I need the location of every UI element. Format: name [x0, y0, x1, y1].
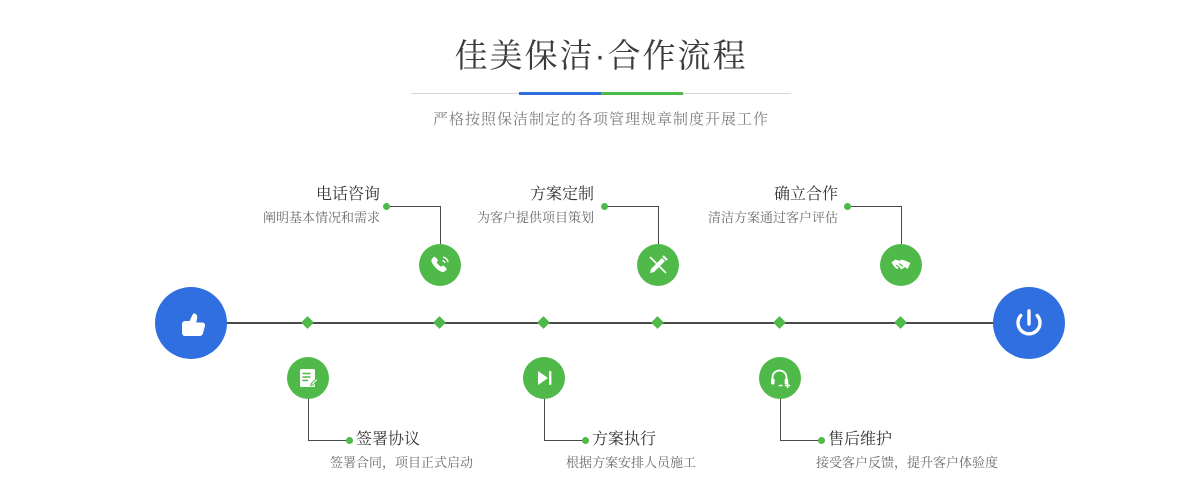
step-label-3: [462, 184, 594, 228]
step-title-2: 签署协议: [356, 431, 421, 448]
connector-dot-1: [383, 203, 390, 210]
connector-dot-6: [818, 437, 825, 444]
headset-support-icon: [768, 366, 792, 390]
step-title-3: 方案定制: [529, 186, 594, 203]
connector-horizontal-3: [604, 206, 658, 207]
document-edit-icon: [296, 366, 320, 390]
step-node-6[interactable]: [759, 357, 801, 399]
connector-horizontal-6: [780, 440, 821, 441]
step-title-4: 方案执行: [592, 431, 657, 448]
connector-dot-3: [601, 203, 608, 210]
page-subtitle: 严格按照保洁制定的各项管理规章制度开展工作: [432, 111, 769, 128]
connector-dot-2: [346, 437, 353, 444]
step-desc-6: 接受客户反馈，提升客户体验度: [816, 455, 999, 470]
step-node-5[interactable]: [880, 244, 922, 286]
step-label-5: [700, 184, 838, 228]
step-desc-5: 清洁方案通过客户评估: [707, 210, 838, 225]
connector-vertical-6: [780, 399, 781, 440]
step-desc-1: 阐明基本情况和需求: [262, 210, 380, 225]
step-label-6: [816, 429, 999, 473]
start-endpoint: [155, 287, 227, 359]
connector-vertical-3: [658, 206, 659, 244]
step-title-5: 确立合作: [773, 186, 838, 203]
connector-horizontal-2: [308, 440, 349, 441]
thumbs-up-icon: [173, 305, 209, 341]
step-desc-2: 签署合同，项目正式启动: [330, 455, 474, 470]
connector-vertical-4: [544, 399, 545, 440]
step-node-2[interactable]: [287, 357, 329, 399]
pen-ruler-icon: [646, 253, 670, 277]
header: [0, 34, 1202, 129]
divider-blue-segment: [519, 92, 601, 95]
step-desc-3: 为客户提供项目策划: [476, 210, 594, 225]
connector-horizontal-5: [847, 206, 901, 207]
title-divider: [411, 92, 791, 95]
connector-dot-5: [844, 203, 851, 210]
end-endpoint: [993, 287, 1065, 359]
step-title-1: 电话咨询: [315, 186, 380, 203]
axis-marker-6: [773, 316, 786, 329]
step-label-1: [250, 184, 380, 228]
connector-vertical-5: [901, 206, 902, 244]
axis-marker-3: [651, 316, 664, 329]
phone-call-icon: [428, 253, 452, 277]
play-forward-icon: [532, 366, 556, 390]
connector-horizontal-4: [544, 440, 585, 441]
process-timeline: [0, 150, 1202, 502]
connector-dot-4: [582, 437, 589, 444]
handshake-icon: [889, 253, 913, 277]
step-desc-4: 根据方案安排人员施工: [566, 455, 697, 470]
connector-vertical-1: [440, 206, 441, 244]
step-node-4[interactable]: [523, 357, 565, 399]
axis-marker-4: [537, 316, 550, 329]
step-title-6: 售后维护: [828, 431, 893, 448]
power-icon: [1012, 306, 1046, 340]
step-node-1[interactable]: [419, 244, 461, 286]
step-label-2: [330, 429, 474, 473]
divider-green-segment: [601, 92, 683, 95]
page-title: 佳美保洁·合作流程: [454, 37, 748, 74]
axis-marker-1: [433, 316, 446, 329]
axis-marker-5: [894, 316, 907, 329]
connector-vertical-2: [308, 399, 309, 440]
step-label-4: [566, 429, 697, 473]
connector-horizontal-1: [386, 206, 440, 207]
axis-marker-2: [301, 316, 314, 329]
step-node-3[interactable]: [637, 244, 679, 286]
